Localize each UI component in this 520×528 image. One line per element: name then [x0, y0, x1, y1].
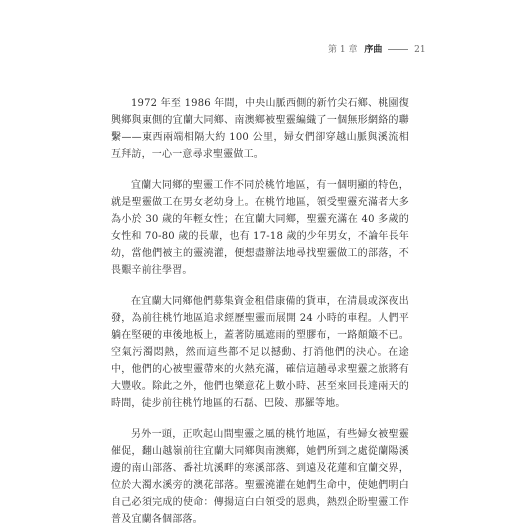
paragraph: 在宜蘭大同鄉他們募集資金租借康備的貨車，在清晨或深夜出發，為前往桃竹地區追求經歷聖靈而展開 24 小時的車程。人們平躺在堅硬的車後地板上，蓋著防風遮雨的塑膠布，一路顛簸不已。空氣污濁悶熱，然而這些都不足以撼動、打消他們的決心。在途中，他們的心被聖靈帶來的火熱充滿，確信這趟尋求聖靈之旅將有大豐收。除此之外，他們也樂意花上數小時、甚至來回長達兩天的時間，徒步前往桃竹地區的石磊、巴陵、那羅等地。: [111, 296, 409, 409]
paragraph: 1972 年至 1986 年間，中央山脈西側的新竹尖石鄉、桃園復興鄉與東側的宜蘭大同鄉、南澳鄉被聖靈編織了一個無形網絡的聯繫——東西兩端相隔大約 100 公里，婦女們卻穿越山脈與溪流相互拜訪，一心一意尋求聖靈做工。: [111, 98, 409, 160]
header-rule: [388, 49, 408, 50]
body-text: [111, 95, 409, 528]
chapter-title: 序曲: [364, 45, 383, 55]
page-number: 21: [414, 45, 426, 55]
paragraph: 另外一頭，正吹起山間聖靈之風的桃竹地區，有些婦女被聖靈催促，翻山越嶺前往宜蘭大同鄉與南澳鄉，她們所到之處從蘭陽溪邊的南山部落、番社坑溪畔的寒溪部落、到遠及花蓮和宜蘭交界，位於大濁水溪旁的澳花部落。聖靈澆灌在她們生命中，使她們明白自己必須完成的使命：傳揚這白白領受的恩典，熱烈企盼聖靈工作普及宜蘭各個部落。: [111, 429, 409, 525]
chapter-label: 第 1 章: [328, 45, 358, 55]
running-head: [328, 44, 426, 56]
paragraph: 宜蘭大同鄉的聖靈工作不同於桃竹地區，有一個明顯的特色，就是聖靈做工在男女老幼身上。在桃竹地區，領受聖靈充滿者大多為小於 30 歲的年輕女性；在宜蘭大同鄉，聖靈充滿在 40 多歲的女性和 70-80 歲的長輩，也有 17-18 歲的少年男女，不論年長年幼，當他們被主的靈澆灌，便想盡辦法地尋找聖靈做工的部落，不畏艱辛前往學習。: [111, 180, 409, 276]
